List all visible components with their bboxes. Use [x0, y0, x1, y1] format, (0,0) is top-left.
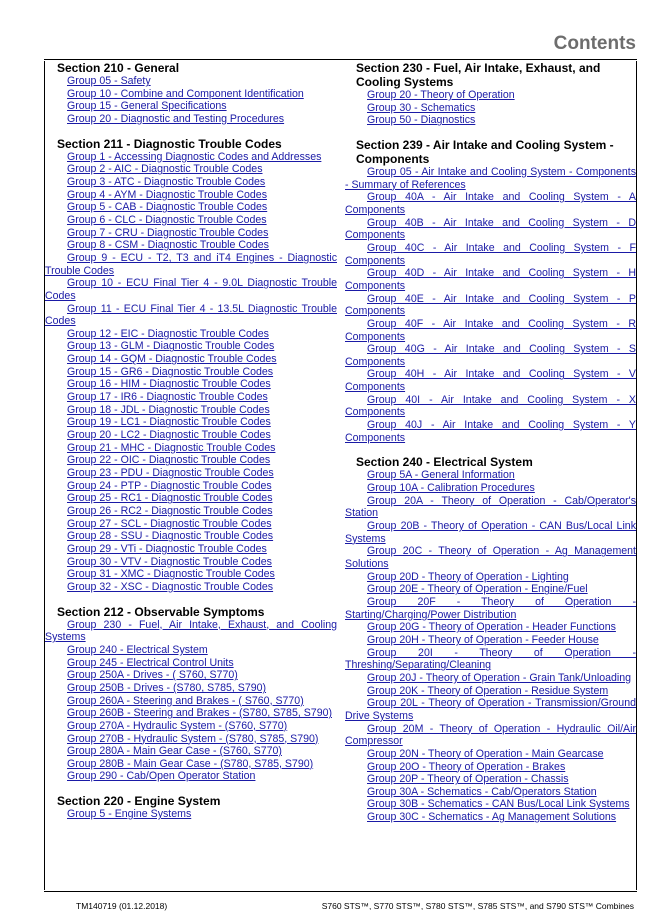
group-link[interactable]: Group 40E - Air Intake and Cooling System - P Components [345, 292, 636, 318]
group-link[interactable]: Group 05 - Air Intake and Cooling System - Components - Summary of References [345, 165, 636, 191]
group-link[interactable]: Group 20A - Theory of Operation - Cab/Operator's Station [345, 494, 636, 520]
group-link[interactable]: Group 5A - General Information [367, 469, 515, 482]
group-link[interactable]: Group 40J - Air Intake and Cooling System - Y Components [345, 419, 636, 444]
group-link[interactable]: Group 13 - GLM - Diagnostic Trouble Codes [67, 340, 275, 353]
group-link-list [345, 89, 636, 127]
group-link[interactable]: Group 30 - Schematics [367, 101, 476, 114]
group-link[interactable]: Group 280B - Main Gear Case - (S780, S785, S790) [67, 757, 314, 770]
group-link[interactable]: Group 8 - CSM - Diagnostic Trouble Codes [67, 239, 269, 252]
group-link[interactable]: Group 20H - Theory of Operation - Feeder House [367, 633, 599, 646]
right-column [345, 61, 637, 890]
group-link[interactable]: Group 250A - Drives - ( S760, S770) [67, 669, 238, 682]
group-link[interactable]: Group 24 - PTP - Diagnostic Trouble Codes [67, 479, 272, 492]
group-link[interactable]: Group 15 - General Specifications [67, 100, 227, 113]
group-link[interactable]: Group 240 - Electrical System [67, 643, 208, 656]
group-link[interactable]: Group 20O - Theory of Operation - Brakes [367, 760, 566, 773]
toc-section [345, 455, 636, 823]
group-link[interactable]: Group 230 - Fuel, Air Intake, Exhaust, and Cooling Systems [45, 618, 337, 644]
group-link[interactable]: Group 26 - RC2 - Diagnostic Trouble Codes [67, 505, 273, 517]
group-link[interactable]: Group 20F - Theory of Operation - Starting/Charging/Power Distribution [345, 595, 636, 621]
group-link[interactable]: Group 30B - Schematics - CAN Bus/Local Link Systems [367, 798, 630, 811]
group-link[interactable]: Group 20 - LC2 - Diagnostic Trouble Codes [67, 429, 271, 442]
section-heading: Section 212 - Observable Symptoms [57, 604, 265, 619]
group-link[interactable]: Group 11 - ECU Final Tier 4 - 13.5L Diagnostic Trouble Codes [45, 302, 337, 328]
group-link[interactable]: Group 22 - OIC - Diagnostic Trouble Codes [67, 454, 271, 467]
group-link[interactable]: Group 31 - XMC - Diagnostic Trouble Codes [67, 568, 275, 581]
frame-top-rule [44, 59, 637, 60]
group-link[interactable]: Group 23 - PDU - Diagnostic Trouble Codes [67, 467, 274, 480]
group-link[interactable]: Group 280A - Main Gear Case - (S760, S770) [67, 745, 282, 758]
toc-section [345, 138, 636, 444]
group-link[interactable]: Group 19 - LC1 - Diagnostic Trouble Codes [67, 416, 271, 429]
group-link[interactable]: Group 20I - Theory of Operation - Threshing/Separating/Cleaning [345, 646, 636, 672]
group-link[interactable]: Group 10A - Calibration Procedures [367, 482, 535, 495]
group-link-list [45, 151, 337, 594]
group-link[interactable]: Group 05 - Safety [67, 75, 151, 87]
group-link[interactable]: Group 40D - Air Intake and Cooling System - H Components [345, 267, 636, 292]
group-link[interactable]: Group 10 - ECU Final Tier 4 - 9.0L Diagnostic Trouble Codes [45, 277, 337, 302]
group-link[interactable]: Group 290 - Cab/Open Operator Station [67, 770, 256, 783]
footer-product-line: S760 STS™, S770 STS™, S780 STS™, S785 STS™, and S790 STS™ Combines [321, 901, 634, 911]
group-link-list [45, 75, 337, 126]
section-heading: Section 220 - Engine System [57, 794, 221, 809]
group-link[interactable]: Group 28 - SSU - Diagnostic Trouble Codes [67, 530, 274, 543]
group-link[interactable]: Group 20K - Theory of Operation - Residue System [367, 684, 609, 697]
group-link[interactable]: Group 3 - ATC - Diagnostic Trouble Codes [67, 175, 266, 188]
group-link-list [45, 619, 337, 784]
section-heading: Section 230 - Fuel, Air Intake, Exhaust, and Cooling Systems [356, 61, 601, 89]
group-link[interactable]: Group 1 - Accessing Diagnostic Codes and Addresses [67, 150, 322, 163]
group-link[interactable]: Group 30 - VTV - Diagnostic Trouble Codes [67, 555, 272, 568]
group-link[interactable]: Group 17 - IR6 - Diagnostic Trouble Codes [67, 391, 268, 404]
group-link[interactable]: Group 40B - Air Intake and Cooling System - D Components [345, 216, 636, 242]
group-link[interactable]: Group 20M - Theory of Operation - Hydraulic Oil/Air Compressor [345, 722, 636, 748]
group-link[interactable]: Group 20G - Theory of Operation - Header Functions [367, 621, 616, 634]
group-link[interactable]: Group 27 - SCL - Diagnostic Trouble Codes [67, 517, 272, 530]
left-column [44, 61, 337, 890]
group-link[interactable]: Group 270B - Hydraulic System - (S780, S785, S790) [67, 732, 319, 745]
group-link[interactable]: Group 20E - Theory of Operation - Engine/Fuel [367, 583, 588, 596]
section-heading: Section 240 - Electrical System [356, 455, 533, 470]
group-link[interactable]: Group 30A - Schematics - Cab/Operators Station [367, 785, 597, 798]
toc-section [45, 61, 337, 126]
toc-section [45, 137, 337, 594]
group-link[interactable]: Group 29 - VTi - Diagnostic Trouble Codes [67, 542, 267, 555]
group-link[interactable]: Group 20D - Theory of Operation - Lighting [367, 570, 569, 583]
group-link[interactable]: Group 40I - Air Intake and Cooling System - X Components [345, 393, 636, 419]
toc-section [45, 794, 337, 821]
group-link[interactable]: Group 40G - Air Intake and Cooling System - S Components [345, 343, 636, 368]
group-link[interactable]: Group 5 - Engine Systems [67, 808, 192, 821]
toc-section [345, 61, 636, 127]
group-link[interactable]: Group 5 - CAB - Diagnostic Trouble Codes [67, 201, 268, 214]
group-link[interactable]: Group 40C - Air Intake and Cooling System - F Components [345, 241, 636, 267]
group-link[interactable]: Group 20P - Theory of Operation - Chassis [367, 773, 569, 786]
group-link[interactable]: Group 50 - Diagnostics [367, 114, 476, 127]
group-link[interactable]: Group 40H - Air Intake and Cooling System - V Components [345, 368, 636, 394]
group-link[interactable]: Group 14 - GQM - Diagnostic Trouble Codes [67, 353, 277, 366]
group-link[interactable]: Group 18 - JDL - Diagnostic Trouble Codes [67, 403, 270, 416]
group-link[interactable]: Group 20C - Theory of Operation - Ag Management Solutions [345, 545, 636, 570]
group-link[interactable]: Group 7 - CRU - Diagnostic Trouble Codes [67, 226, 269, 239]
group-link[interactable]: Group 12 - EIC - Diagnostic Trouble Codes [67, 327, 269, 340]
group-link[interactable]: Group 30C - Schematics - Ag Management Solutions [367, 811, 617, 824]
group-link[interactable]: Group 40A - Air Intake and Cooling System - A Components [345, 191, 636, 216]
group-link[interactable]: Group 20N - Theory of Operation - Main Gearcase [367, 747, 604, 760]
group-link[interactable]: Group 250B - Drives - (S780, S785, S790) [67, 681, 267, 694]
group-link[interactable]: Group 260B - Steering and Brakes - (S780, S785, S790) [67, 707, 332, 720]
section-heading: Section 210 - General [57, 61, 180, 75]
group-link-list [345, 469, 636, 823]
section-heading: Section 211 - Diagnostic Trouble Codes [57, 136, 282, 151]
group-link[interactable]: Group 40F - Air Intake and Cooling System - R Components [345, 317, 636, 343]
section-heading: Section 239 - Air Intake and Cooling System - Components [356, 137, 614, 166]
group-link[interactable]: Group 2 - AIC - Diagnostic Trouble Codes [67, 163, 263, 176]
group-link[interactable]: Group 20J - Theory of Operation - Grain Tank/Unloading [367, 671, 632, 684]
group-link[interactable]: Group 270A - Hydraulic System - (S760, S770) [67, 719, 288, 732]
group-link[interactable]: Group 16 - HIM - Diagnostic Trouble Codes [67, 378, 271, 391]
group-link[interactable]: Group 20L - Theory of Operation - Transmission/Ground Drive Systems [345, 697, 636, 722]
group-link-list [45, 808, 337, 821]
group-link[interactable]: Group 10 - Combine and Component Identification [67, 87, 304, 100]
group-link[interactable]: Group 32 - XSC - Diagnostic Trouble Codes [67, 580, 274, 593]
group-link[interactable]: Group 245 - Electrical Control Units [67, 656, 234, 669]
group-link[interactable]: Group 6 - CLC - Diagnostic Trouble Codes [67, 213, 267, 226]
page-title: Contents [553, 33, 636, 54]
group-link[interactable]: Group 20B - Theory of Operation - CAN Bus/Local Link Systems [345, 520, 636, 545]
toc-section [45, 605, 337, 784]
group-link[interactable]: Group 25 - RC1 - Diagnostic Trouble Codes [67, 492, 273, 505]
group-link[interactable]: Group 20 - Theory of Operation [367, 89, 515, 101]
group-link[interactable]: Group 4 - AYM - Diagnostic Trouble Codes [67, 188, 267, 201]
group-link[interactable]: Group 21 - MHC - Diagnostic Trouble Codes [67, 441, 276, 454]
footer-doc-id: TM140719 (01.12.2018) [76, 901, 168, 911]
group-link-list [345, 166, 636, 444]
group-link[interactable]: Group 15 - GR6 - Diagnostic Trouble Codes [67, 365, 274, 378]
frame-bottom-rule [44, 891, 637, 892]
group-link[interactable]: Group 9 - ECU - T2, T3 and iT4 Engines - Diagnostic Trouble Codes [45, 251, 337, 277]
group-link[interactable]: Group 260A - Steering and Brakes - ( S760, S770) [67, 694, 304, 707]
group-link[interactable]: Group 20 - Diagnostic and Testing Procedures [67, 112, 285, 125]
